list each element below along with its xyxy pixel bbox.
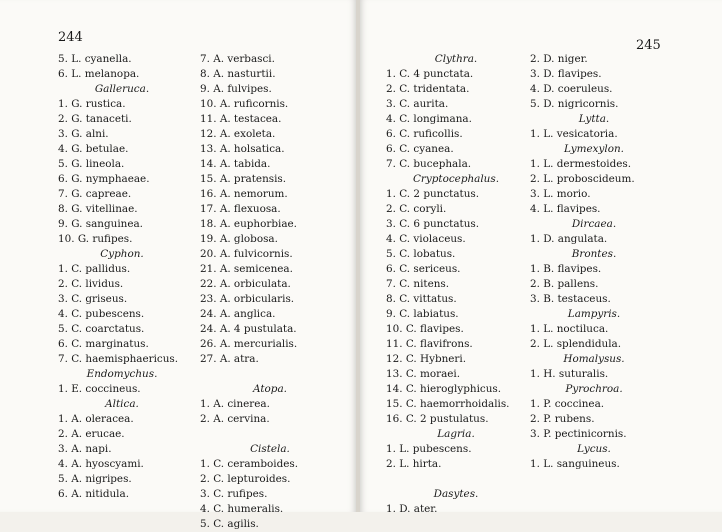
species-entry: 1. L. noctiluca. [530, 323, 609, 335]
genus-heading: Dircaea. [571, 218, 617, 230]
species-entry: 6. L. melanopa. [58, 68, 140, 80]
species-entry: 2. C. lividus. [58, 278, 124, 290]
species-entry: 19. A. globosa. [200, 233, 278, 245]
column-right-2 [530, 52, 658, 472]
species-entry: 27. A. atra. [200, 353, 259, 365]
species-entry: 1. C. ceramboides. [200, 458, 299, 470]
species-entry: 21. A. semicenea. [200, 263, 293, 275]
column-left-2 [200, 52, 340, 532]
species-entry: 2. C. coryli. [386, 203, 447, 215]
species-entry: 9. A. fulvipes. [200, 83, 272, 95]
species-entry: 3. C. aurita. [386, 98, 449, 110]
species-entry: 3. A. napi. [58, 443, 112, 455]
species-entry: 3. D. flavipes. [530, 68, 602, 80]
species-entry: 3. C. 6 punctatus. [386, 218, 480, 230]
species-entry: 8. G. vitellinae. [58, 203, 138, 215]
left-page [0, 0, 356, 530]
genus-heading: Cryptocephalus. [412, 173, 500, 185]
species-entry: 10. A. ruficornis. [200, 98, 289, 110]
species-entry: 6. C. marginatus. [58, 338, 149, 350]
species-entry: 2. B. pallens. [530, 278, 599, 290]
genus-heading: Cyphon. [100, 248, 144, 260]
genus-heading: Atopa. [253, 383, 287, 395]
species-entry: 7. C. haemisphaericus. [58, 353, 179, 365]
column-right-1 [386, 52, 526, 517]
species-entry: 1. A. oleracea. [58, 413, 134, 425]
species-entry: 4. A. hyoscyami. [58, 458, 144, 470]
column-gap [200, 427, 340, 442]
species-entry: 1. L. dermestoides. [530, 158, 632, 170]
species-entry: 3. C. griseus. [58, 293, 128, 305]
species-entry: 6. C. cyanea. [386, 143, 454, 155]
species-entry: 14. C. hieroglyphicus. [386, 383, 502, 395]
genus-heading: Lagria. [437, 428, 475, 440]
species-entry: 5. C. coarctatus. [58, 323, 145, 335]
species-entry: 1. P. coccinea. [530, 398, 605, 410]
species-entry: 5. D. nigricornis. [530, 98, 619, 110]
species-entry: 22. A. orbiculata. [200, 278, 291, 290]
species-entry: 2. L. hirta. [386, 458, 442, 470]
species-entry: 15. A. pratensis. [200, 173, 287, 185]
species-entry: 15. C. haemorrhoidalis. [386, 398, 510, 410]
genus-heading: Brontes. [571, 248, 617, 260]
species-entry: 8. A. nasturtii. [200, 68, 276, 80]
species-entry: 12. A. exoleta. [200, 128, 276, 140]
genus-heading: Altica. [105, 398, 139, 410]
column-gap [200, 367, 340, 382]
species-entry: 10. G. rufipes. [58, 233, 133, 245]
species-entry: 13. C. moraei. [386, 368, 461, 380]
column-gap [386, 472, 526, 487]
genus-heading: Homalysus. [563, 353, 625, 365]
species-entry: 2. A. erucae. [58, 428, 125, 440]
species-entry: 4. C. pubescens. [58, 308, 145, 320]
species-entry: 11. C. flavifrons. [386, 338, 473, 350]
right-page [360, 0, 722, 515]
species-entry: 1. C. 4 punctata. [386, 68, 474, 80]
genus-heading: Dasytes. [433, 488, 479, 500]
species-entry: 6. A. nitidula. [58, 488, 130, 500]
species-entry: 1. L. vesicatoria. [530, 128, 618, 140]
genus-heading: Lytta. [578, 113, 610, 125]
species-entry: 24. A. anglica. [200, 308, 276, 320]
species-entry: 16. A. nemorum. [200, 188, 288, 200]
species-entry: 1. H. suturalis. [530, 368, 609, 380]
species-entry: 23. A. orbicularis. [200, 293, 295, 305]
species-entry: 6. C. sericeus. [386, 263, 461, 275]
species-entry: 1. D. ater. [386, 503, 438, 515]
species-entry: 1. G. rustica. [58, 98, 126, 110]
species-entry: 7. G. capreae. [58, 188, 132, 200]
species-entry: 12. C. Hybneri. [386, 353, 467, 365]
species-entry: 8. C. vittatus. [386, 293, 457, 305]
species-entry: 5. A. nigripes. [58, 473, 132, 485]
species-entry: 5. C. agilis. [200, 518, 259, 530]
species-entry: 4. C. longimana. [386, 113, 472, 125]
species-entry: 4. C. violaceus. [386, 233, 466, 245]
genus-heading: Clythra. [434, 53, 478, 65]
genus-heading: Lycus. [577, 443, 611, 455]
species-entry: 17. A. flexuosa. [200, 203, 281, 215]
species-entry: 3. L. morio. [530, 188, 591, 200]
species-entry: 5. L. cyanella. [58, 53, 132, 65]
species-entry: 3. C. rufipes. [200, 488, 268, 500]
species-entry: 7. C. bucephala. [386, 158, 472, 170]
species-entry: 1. C. 2 punctatus. [386, 188, 480, 200]
species-entry: 5. G. lineola. [58, 158, 125, 170]
species-entry: 16. C. 2 pustulatus. [386, 413, 489, 425]
genus-heading: Lymexylon. [564, 143, 624, 155]
species-entry: 2. C. lepturoides. [200, 473, 291, 485]
species-entry: 7. C. nitens. [386, 278, 450, 290]
species-entry: 3. P. pectinicornis. [530, 428, 627, 440]
species-entry: 3. B. testaceus. [530, 293, 611, 305]
species-entry: 4. L. flavipes. [530, 203, 601, 215]
species-entry: 18. A. euphorbiae. [200, 218, 297, 230]
genus-heading: Lampyris. [567, 308, 621, 320]
genus-heading: Endomychus. [86, 368, 158, 380]
page-number: 245 [636, 38, 661, 53]
species-entry: 1. A. cinerea. [200, 398, 270, 410]
species-entry: 11. A. testacea. [200, 113, 282, 125]
species-entry: 6. C. ruficollis. [386, 128, 463, 140]
species-entry: 26. A. mercurialis. [200, 338, 298, 350]
species-entry: 20. A. fulvicornis. [200, 248, 293, 260]
species-entry: 9. C. labiatus. [386, 308, 459, 320]
species-entry: 14. A. tabida. [200, 158, 271, 170]
species-entry: 1. D. angulata. [530, 233, 608, 245]
species-entry: 2. G. tanaceti. [58, 113, 132, 125]
species-entry: 1. C. pallidus. [58, 263, 131, 275]
genus-heading: Cistela. [250, 443, 290, 455]
genus-heading: Galleruca. [94, 83, 150, 95]
species-entry: 1. B. flavipes. [530, 263, 602, 275]
species-entry: 5. C. lobatus. [386, 248, 456, 260]
species-entry: 4. C. humeralis. [200, 503, 284, 515]
species-entry: 4. D. coeruleus. [530, 83, 613, 95]
species-entry: 7. A. verbasci. [200, 53, 275, 65]
column-left-1 [58, 52, 186, 502]
species-entry: 9. G. sanguinea. [58, 218, 143, 230]
species-entry: 1. E. coccineus. [58, 383, 141, 395]
species-entry: 2. L. proboscideum. [530, 173, 635, 185]
species-entry: 4. G. betulae. [58, 143, 129, 155]
species-entry: 3. G. alni. [58, 128, 109, 140]
species-entry: 2. P. rubens. [530, 413, 595, 425]
species-entry: 24. A. 4 pustulata. [200, 323, 297, 335]
page-number: 244 [58, 30, 83, 45]
species-entry: 13. A. holsatica. [200, 143, 285, 155]
species-entry: 1. L. pubescens. [386, 443, 472, 455]
genus-heading: Pyrochroa. [565, 383, 623, 395]
species-entry: 2. A. cervina. [200, 413, 270, 425]
species-entry: 2. L. splendidula. [530, 338, 622, 350]
species-entry: 2. D. niger. [530, 53, 588, 65]
species-entry: 6. G. nymphaeae. [58, 173, 150, 185]
species-entry: 10. C. flavipes. [386, 323, 464, 335]
species-entry: 1. L. sanguineus. [530, 458, 620, 470]
species-entry: 2. C. tridentata. [386, 83, 470, 95]
